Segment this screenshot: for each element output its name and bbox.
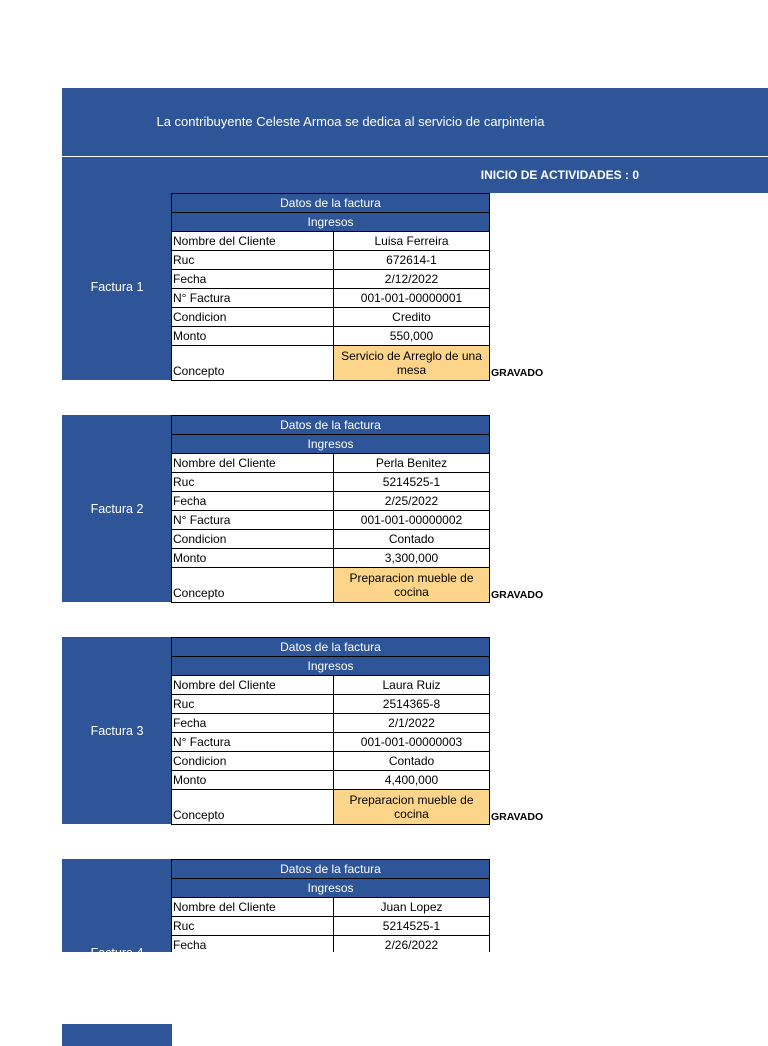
page-cutoff <box>0 952 768 1024</box>
cell-label: Ruc <box>172 695 334 713</box>
row-cliente <box>172 676 489 695</box>
cell-value[interactable]: Perla Benitez <box>375 456 448 470</box>
cell-value[interactable]: 2514365-8 <box>382 697 441 711</box>
cell-label: Nombre del Cliente <box>172 454 334 472</box>
ingresos-header: Ingresos <box>172 657 489 676</box>
row-nro <box>172 733 489 752</box>
row-ruc <box>172 251 489 270</box>
row-fecha <box>172 270 489 289</box>
cell-label: Nombre del Cliente <box>172 898 334 916</box>
row-fecha <box>172 492 489 511</box>
cell-value[interactable]: 2/25/2022 <box>384 494 439 508</box>
factura-label: Factura 3 <box>62 637 172 824</box>
cell-value[interactable]: 2/26/2022 <box>384 938 439 952</box>
factura-block-2 <box>62 415 582 602</box>
datos-header: Datos de la factura <box>172 638 489 657</box>
cell-label: Monto <box>172 771 334 789</box>
cell-label: N° Factura <box>172 733 334 751</box>
cell-label: Fecha <box>172 936 334 954</box>
cell-label: Monto <box>172 327 334 345</box>
ingresos-header: Ingresos <box>172 213 489 232</box>
cell-value-concepto[interactable]: Preparacion mueble de cocina <box>334 790 489 824</box>
gravado-tag: GRAVADO <box>491 811 544 823</box>
cell-label: Condicion <box>172 308 334 326</box>
cell-label: Fecha <box>172 492 334 510</box>
factura-label: Factura 2 <box>62 415 172 602</box>
cell-label: Monto <box>172 549 334 567</box>
row-ruc <box>172 695 489 714</box>
row-monto <box>172 549 489 568</box>
cell-value[interactable]: Contado <box>388 754 435 768</box>
row-fecha <box>172 714 489 733</box>
cell-label: Concepto <box>172 346 334 380</box>
cell-value[interactable]: 001-001-00000002 <box>360 513 463 527</box>
cell-value[interactable]: 3,300,000 <box>384 551 439 565</box>
cell-value[interactable]: 2/1/2022 <box>388 716 435 730</box>
row-concepto <box>172 568 489 602</box>
factura-table <box>171 415 490 603</box>
cell-label: Ruc <box>172 251 334 269</box>
cell-value[interactable]: 672614-1 <box>386 253 437 267</box>
cell-label: Condicion <box>172 530 334 548</box>
cell-value-concepto[interactable]: Preparacion mueble de cocina <box>334 568 489 602</box>
ingresos-header: Ingresos <box>172 435 489 454</box>
row-nro <box>172 289 489 308</box>
cell-label: N° Factura <box>172 289 334 307</box>
cell-value[interactable]: 2/12/2022 <box>384 272 439 286</box>
cell-value[interactable]: 001-001-00000001 <box>360 291 463 305</box>
cell-label: Concepto <box>172 790 334 824</box>
factura-table <box>171 193 490 381</box>
ingresos-header: Ingresos <box>172 879 489 898</box>
factura-table <box>171 637 490 825</box>
gravado-tag: GRAVADO <box>491 589 544 601</box>
row-concepto <box>172 346 489 380</box>
header-title: La contribuyente Celeste Armoa se dedica al servicio de carpinteria <box>156 114 545 129</box>
row-ruc <box>172 917 489 936</box>
cell-label: Ruc <box>172 917 334 935</box>
cell-label: Ruc <box>172 473 334 491</box>
row-ruc <box>172 473 489 492</box>
cell-value[interactable]: Credito <box>392 310 431 324</box>
datos-header: Datos de la factura <box>172 860 489 879</box>
cell-label: Nombre del Cliente <box>172 232 334 250</box>
cell-label: Condicion <box>172 752 334 770</box>
gravado-tag: GRAVADO <box>491 367 544 379</box>
cell-value[interactable]: 5214525-1 <box>382 475 441 489</box>
cell-label: N° Factura <box>172 511 334 529</box>
cell-value[interactable]: Luisa Ferreira <box>374 234 449 248</box>
datos-header: Datos de la factura <box>172 194 489 213</box>
row-monto <box>172 327 489 346</box>
row-condicion <box>172 752 489 771</box>
cell-label: Nombre del Cliente <box>172 676 334 694</box>
header-title-bar <box>62 88 768 156</box>
cell-value[interactable]: Laura Ruiz <box>382 678 441 692</box>
row-cliente <box>172 898 489 917</box>
datos-header: Datos de la factura <box>172 416 489 435</box>
cell-value[interactable]: Juan Lopez <box>380 900 443 914</box>
cell-label: Fecha <box>172 270 334 288</box>
row-cliente <box>172 232 489 251</box>
cell-value-concepto[interactable]: Servicio de Arreglo de una mesa <box>334 346 489 380</box>
factura-table <box>171 859 490 955</box>
header-inicio-bar <box>62 157 768 193</box>
cell-label: Concepto <box>172 568 334 602</box>
inicio-actividades: INICIO DE ACTIVIDADES : 0 <box>480 168 639 182</box>
row-monto <box>172 771 489 790</box>
factura-block-3 <box>62 637 582 824</box>
cell-value[interactable]: 5214525-1 <box>382 919 441 933</box>
factura-block-1 <box>62 193 582 380</box>
cell-label: Fecha <box>172 714 334 732</box>
row-nro <box>172 511 489 530</box>
row-concepto <box>172 790 489 824</box>
factura-label: Factura 1 <box>62 193 172 380</box>
cell-value[interactable]: 4,400,000 <box>384 773 439 787</box>
cell-value[interactable]: 550,000 <box>389 329 434 343</box>
row-cliente <box>172 454 489 473</box>
cell-value[interactable]: Contado <box>388 532 435 546</box>
cell-value[interactable]: 001-001-00000003 <box>360 735 463 749</box>
row-condicion <box>172 530 489 549</box>
row-condicion <box>172 308 489 327</box>
